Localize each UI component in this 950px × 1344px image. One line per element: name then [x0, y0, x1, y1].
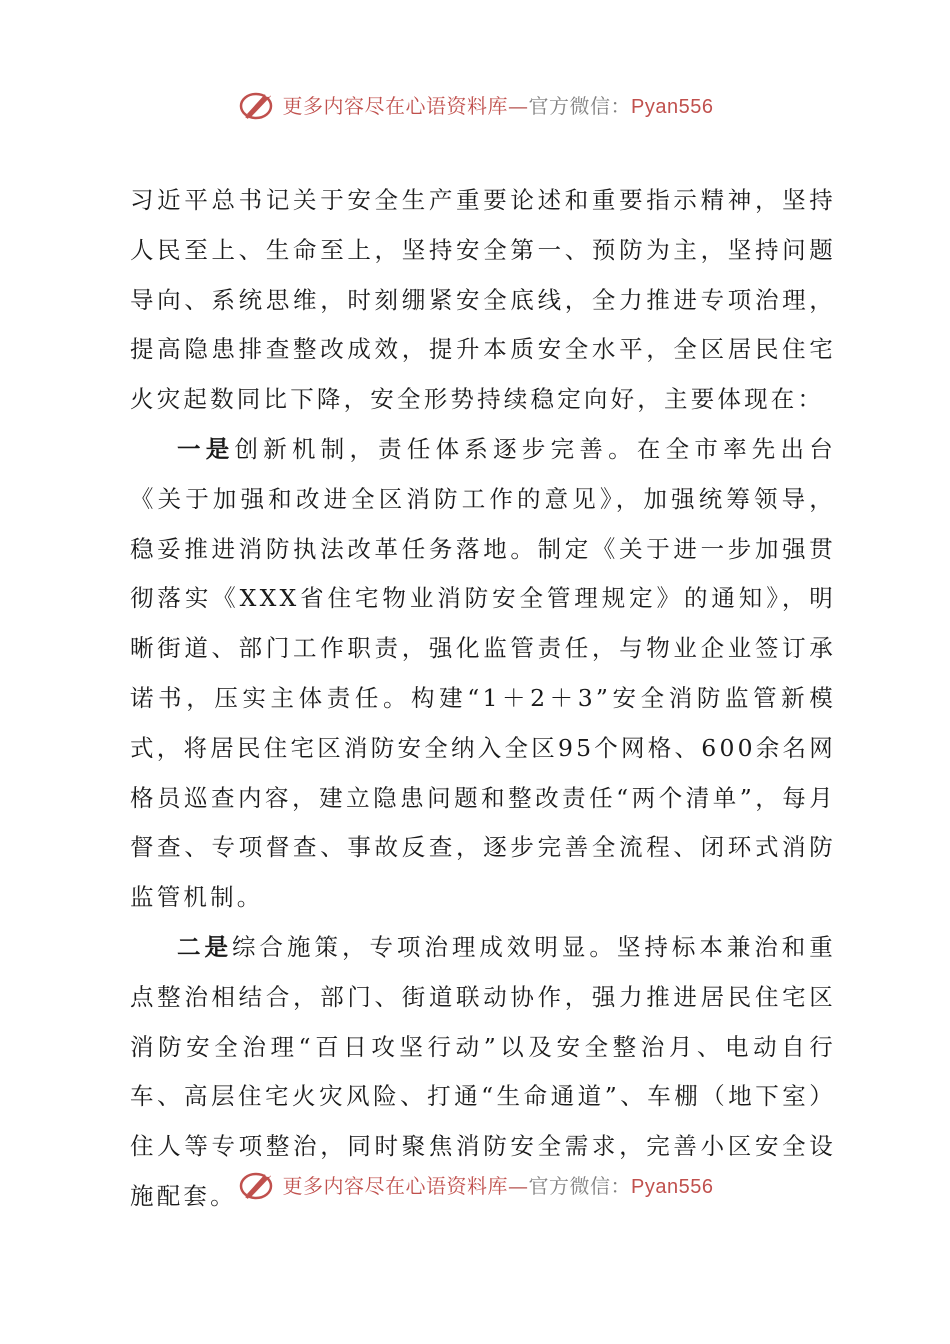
banner-official-label: 官方微信： [528, 93, 632, 118]
paragraph-2 [130, 425, 836, 923]
banner-separator: — [508, 93, 529, 118]
banner-title: 更多内容尽在心语资料库 [282, 93, 509, 118]
pen-nib-logo-icon [237, 84, 279, 124]
banner-separator: — [508, 1173, 529, 1198]
footer-banner [0, 1162, 950, 1206]
banner-wechat-id: Pyan556 [631, 1175, 714, 1198]
pen-nib-logo-icon [237, 1164, 279, 1204]
banner-title: 更多内容尽在心语资料库 [282, 1173, 509, 1198]
paragraph-3-lead: 二是 [177, 932, 232, 961]
banner-caption [283, 90, 714, 119]
banner-official-label: 官方微信： [528, 1173, 632, 1198]
header-banner [0, 82, 950, 126]
banner-caption [283, 1170, 714, 1199]
banner-wechat-id: Pyan556 [631, 95, 714, 118]
paragraph-3-body: 综合施策，专项治理成效明显。坚持标本兼治和重点整治相结合，部门、街道联动协作，强力推进居民住宅区消防安全治理“百日攻坚行动”以及安全整治月、电动自行车、高层住宅火灾风险、打通“生命通道”、车棚（地下室）住人等专项整治，同时聚焦消防安全需求，完善小区安全设施配套。 [130, 932, 836, 1210]
paragraph-2-body: 创新机制，责任体系逐步完善。在全市率先出台《关于加强和改进全区消防工作的意见》，加强统筹领导，稳妥推进消防执法改革任务落地。制定《关于进一步加强贯彻落实《XXX省住宅物业消防安全管理规定》的通知》，明晰街道、部门工作职责，强化监管责任，与物业企业签订承诺书，压实主体责任。构建“1＋2＋3”安全消防监管新模式，将居民住宅区消防安全纳入全区95个网格、600余名网格员巡查内容，建立隐患问题和整改责任“两个清单”，每月督查、专项督查、事故反查，逐步完善全流程、闭环式消防监管机制。 [130, 434, 836, 912]
paragraph-1: 习近平总书记关于安全生产重要论述和重要指示精神，坚持人民至上、生命至上，坚持安全第一、预防为主，坚持问题导向、系统思维，时刻绷紧安全底线，全力推进专项治理，提高隐患排查整改成效，提升本质安全水平，全区居民住宅火灾起数同比下降，安全形势持续稳定向好，主要体现在： [130, 186, 836, 414]
document-body [130, 176, 836, 1222]
paragraph-2-lead: 一是 [177, 434, 235, 463]
